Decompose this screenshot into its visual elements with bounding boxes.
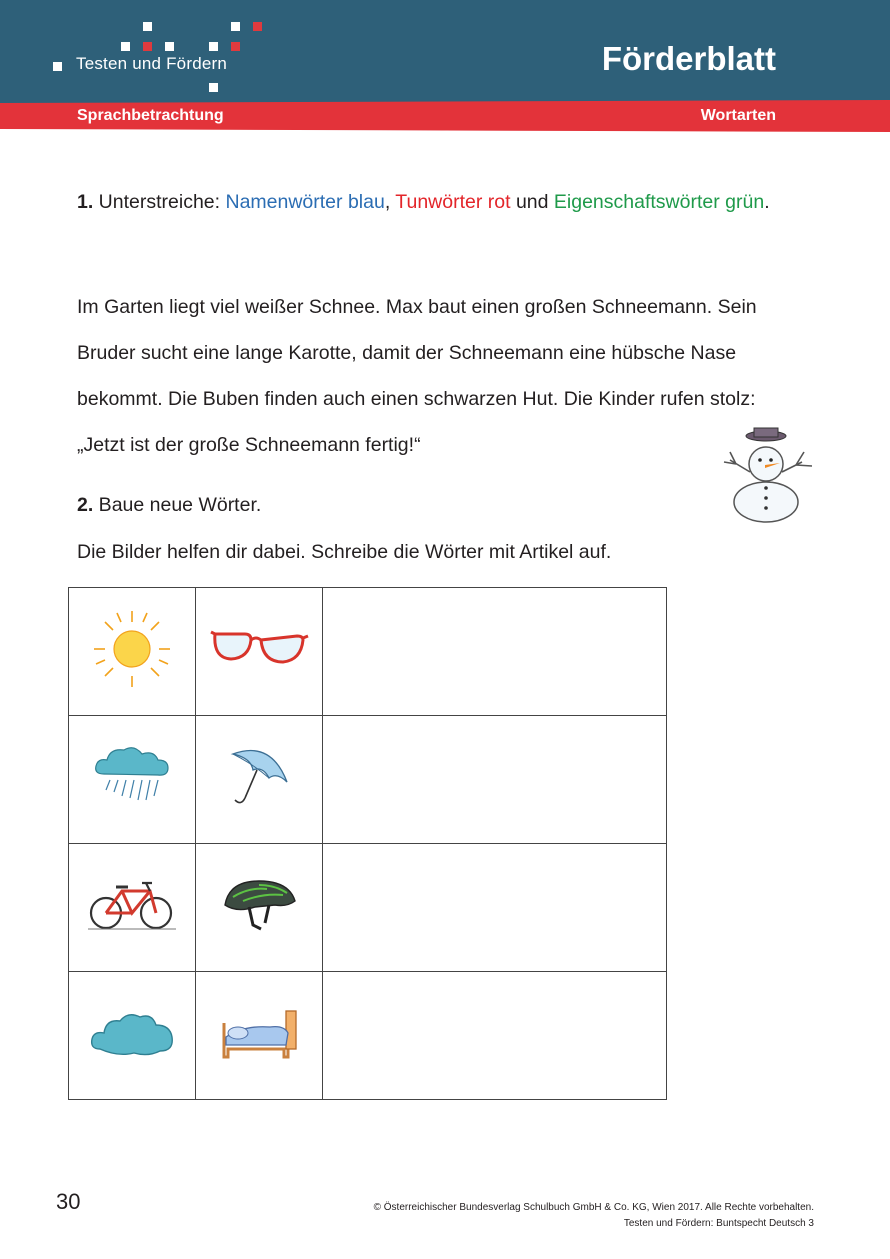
snowman-icon <box>716 422 820 526</box>
topic-label: Wortarten <box>700 107 776 124</box>
book-title: Testen und Fördern: Buntspecht Deutsch 3 <box>623 1218 814 1229</box>
table-row <box>69 972 667 1100</box>
picture-cell <box>69 716 196 844</box>
umbrella-icon <box>219 742 299 812</box>
page-title: Förderblatt <box>601 40 776 77</box>
page-number: 30 <box>56 1189 81 1214</box>
task-1-instruction <box>77 190 797 215</box>
picture-cell <box>196 716 323 844</box>
verbs-label: Tunwörter rot <box>395 191 511 213</box>
picture-cell <box>69 844 196 972</box>
separator: und <box>510 191 554 213</box>
answer-cell[interactable] <box>323 716 667 844</box>
instruction-text: Unterstreiche: <box>93 191 226 213</box>
task-number: 2. <box>77 494 94 516</box>
task-2-subinstruction: Die Bilder helfen dir dabei. Schreibe die Wörter mit Artikel auf. <box>77 541 612 563</box>
instruction-text: Baue neue Wörter. <box>93 494 262 516</box>
separator: , <box>384 191 396 213</box>
rain-cloud-icon <box>92 742 172 812</box>
answer-cell[interactable] <box>323 972 667 1100</box>
cloud-icon <box>88 1005 176 1061</box>
answer-cell[interactable] <box>323 588 667 716</box>
answer-cell[interactable] <box>323 844 667 972</box>
helmet-icon <box>219 875 299 935</box>
page-header <box>0 0 890 104</box>
adjectives-label: Eigenschaftswörter grün <box>553 191 765 213</box>
bed-icon <box>214 1003 304 1063</box>
copyright-notice <box>374 1200 814 1232</box>
table-row <box>69 588 667 716</box>
sun-icon <box>92 609 172 689</box>
logo-pattern <box>0 0 300 100</box>
task-number: 1. <box>77 191 94 213</box>
picture-cell <box>196 844 323 972</box>
section-label: Sprachbetrachtung <box>77 107 224 124</box>
task-2-instruction <box>77 494 261 517</box>
picture-cell <box>196 972 323 1100</box>
story-line[interactable]: Bruder sucht eine lange Karotte, damit der Schneemann eine hübsche Nase <box>77 342 737 364</box>
story-paragraph <box>77 284 817 468</box>
story-line[interactable]: bekommt. Die Buben finden auch einen schwarzen Hut. Die Kinder rufen stolz: <box>77 388 756 410</box>
bicycle-icon <box>84 875 180 935</box>
table-row <box>69 716 667 844</box>
period: . <box>764 191 770 213</box>
story-line[interactable]: Im Garten liegt viel weißer Schnee. Max baut einen großen Schneemann. Sein <box>77 296 757 318</box>
picture-cell <box>69 972 196 1100</box>
table-row <box>69 844 667 972</box>
nouns-label: Namenwörter blau <box>225 191 385 213</box>
story-line[interactable]: „Jetzt ist der große Schneemann fertig!“ <box>77 434 421 456</box>
word-table <box>68 587 667 1100</box>
glasses-icon <box>209 624 309 674</box>
picture-cell <box>196 588 323 716</box>
copyright-line: © Österreichischer Bundesverlag Schulbuch GmbH & Co. KG, Wien 2017. Alle Rechte vorbehalten. <box>373 1202 814 1213</box>
brand-name: Testen und Fördern <box>76 54 228 73</box>
picture-cell <box>69 588 196 716</box>
